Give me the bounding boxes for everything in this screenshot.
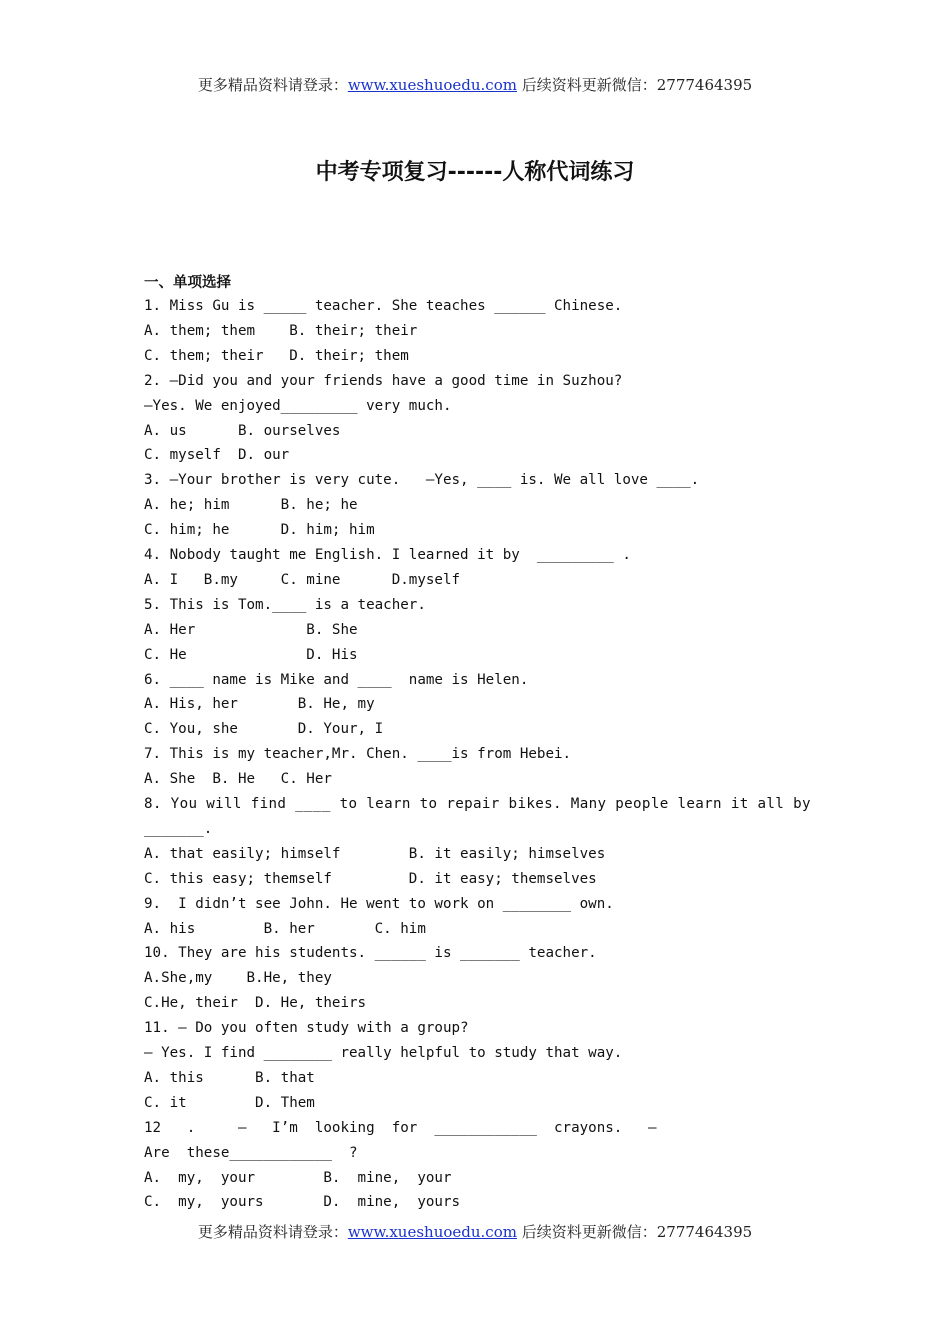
answer-line: C. this easy; themself D. it easy; themselves: [144, 870, 597, 887]
answer-line: A. this B. that: [144, 1069, 315, 1086]
answer-line: —Yes. We enjoyed_________ very much.: [144, 397, 452, 414]
answer-line: A. I B.my C. mine D.myself: [144, 571, 461, 588]
header-prefix: 更多精品资料请登录：: [197, 76, 348, 94]
question-line: 9. I didn’t see John. He went to work on ________ own.: [144, 895, 614, 912]
answer-line: C. him; he D. him; him: [144, 522, 375, 539]
question-line: 6. ____ name is Mike and ____ name is Helen.: [144, 671, 529, 688]
answer-line: C. He D. His: [144, 646, 358, 663]
question-line: 1. Miss Gu is _____ teacher. She teaches ______ Chinese.: [144, 298, 623, 314]
answer-line: A. She B. He C. Her: [144, 771, 332, 788]
question-line: 3. —Your brother is very cute. —Yes, ____ is. We all love ____.: [144, 472, 700, 489]
footer-prefix: 更多精品资料请登录：: [197, 1223, 348, 1241]
page-title: 中考专项复习------人称代词练习: [315, 160, 635, 185]
answer-line: C.He, their D. He, theirs: [144, 995, 367, 1012]
question-line: 5. This is Tom.____ is a teacher.: [144, 596, 426, 613]
answer-line: A.She,my B.He, they: [144, 970, 332, 987]
header-banner: [0, 74, 950, 95]
answer-line: C. myself D. our: [144, 447, 290, 464]
answer-line: C. it D. Them: [144, 1094, 315, 1111]
section-heading: 一、单项选择: [144, 275, 231, 291]
answer-line: A. His, her B. He, my: [144, 696, 375, 713]
question-line: 10. They are his students. ______ is _______ teacher.: [144, 945, 597, 962]
answer-line: A. that easily; himself B. it easily; himselves: [144, 845, 606, 862]
answer-line: A. he; him B. he; he: [144, 497, 358, 514]
question-line: 12 . — I’m looking for ____________ crayons. —: [144, 1119, 657, 1136]
question-line: 8. You will find ____ to learn to repair bikes. Many people learn it all by: [144, 796, 811, 812]
question-line: 4. Nobody taught me English. I learned it by _________ .: [144, 547, 631, 563]
question-line: 2. —Did you and your friends have a good time in Suzhou?: [144, 372, 623, 389]
answer-line: A. them; them B. their; their: [144, 322, 418, 339]
answer-line: A. us B. ourselves: [144, 422, 341, 439]
footer-suffix: 后续资料更新微信：2777464395: [521, 1223, 753, 1241]
header-suffix: 后续资料更新微信：2777464395: [521, 76, 753, 94]
header-link[interactable]: www.xueshuoedu.com: [347, 76, 517, 94]
question-line: 7. This is my teacher,Mr. Chen. ____is from Hebei.: [144, 746, 572, 763]
answer-line: C. You, she D. Your, I: [144, 721, 384, 738]
answer-line: C. my, yours D. mine, yours: [144, 1194, 461, 1211]
answer-line: A. my, your B. mine, your: [144, 1169, 452, 1186]
answer-line: A. Her B. She: [144, 621, 358, 638]
answer-line: — Yes. I find ________ really helpful to study that way.: [144, 1045, 623, 1061]
answer-line: A. his B. her C. him: [144, 920, 426, 937]
footer-link[interactable]: www.xueshuoedu.com: [347, 1223, 517, 1241]
answer-line: C. them; their D. their; them: [144, 347, 409, 364]
question-line: 11. — Do you often study with a group?: [144, 1020, 469, 1037]
footer-banner: [0, 1221, 950, 1242]
answer-line: _______.: [144, 820, 213, 837]
answer-line: Are these____________ ?: [144, 1144, 358, 1161]
